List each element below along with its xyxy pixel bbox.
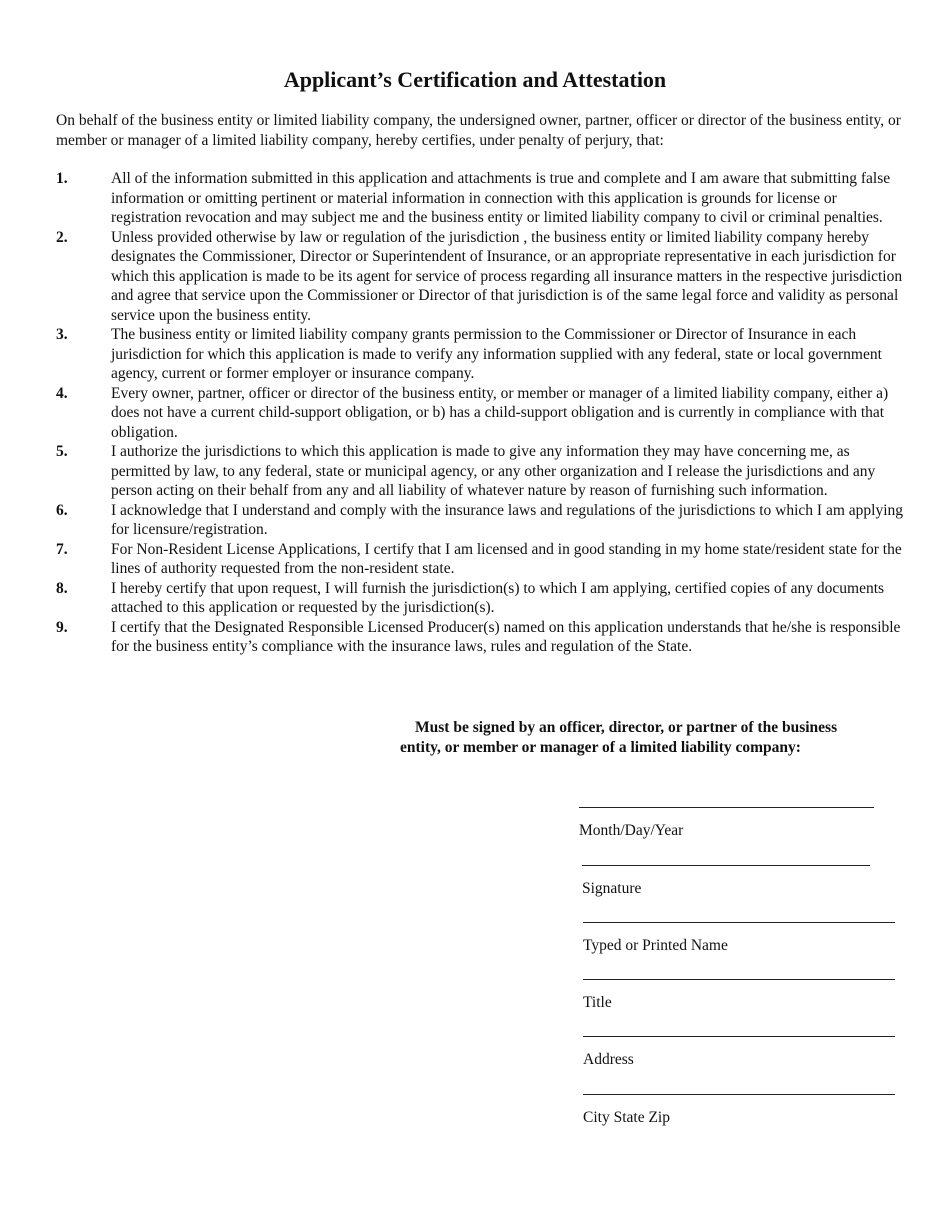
list-item (56, 169, 906, 228)
signature-instruction-line2: entity, or member or manager of a limited liability company: (400, 738, 801, 756)
address-field[interactable] (583, 1036, 895, 1070)
title-field[interactable] (583, 979, 895, 1013)
page-title: Applicant’s Certification and Attestation (283, 67, 667, 92)
signature-instruction-line1: Must be signed by an officer, director, or partner of the business (415, 719, 838, 736)
signature-field[interactable] (582, 865, 870, 899)
printed-name-label: Typed or Printed Name (583, 937, 728, 954)
item-number: 7. (56, 540, 68, 558)
date-label: Month/Day/Year (579, 822, 684, 839)
date-field[interactable] (579, 807, 874, 841)
list-item (56, 540, 906, 579)
city-state-zip-field[interactable] (583, 1094, 895, 1128)
item-text: I hereby certify that upon request, I will furnish the jurisdiction(s) to which I am applying, certified copies of any documents attached to this application or requested by the jurisdiction(s). (111, 579, 885, 616)
item-text: I authorize the jurisdictions to which this application is made to give any information they may have concerning me, as permitted by law, to any federal, state or municipal agency, or any other organization and I release the jurisdictions and any person acting on their behalf from any and all liability of whatever nature by reason of furnishing such information. (111, 443, 876, 499)
title-line[interactable] (583, 979, 895, 980)
item-text: For Non-Resident License Applications, I certify that I am licensed and in good standing in my home state/resident state for the lines of authority requested from the non-resident state. (111, 540, 902, 577)
item-number: 6. (56, 501, 68, 519)
item-number: 4. (56, 384, 68, 402)
list-item (56, 384, 906, 443)
list-item (56, 579, 906, 618)
list-item (56, 228, 906, 326)
item-number: 2. (56, 228, 68, 246)
intro-paragraph: On behalf of the business entity or limited liability company, the undersigned owner, partner, officer or director of the business entity, or member or manager of a limited liability company, hereby certifies, under penalty of perjury, that: (56, 112, 901, 149)
item-text: All of the information submitted in this application and attachments is true and complete and I am aware that submitting false information or omitting pertinent or material information in connection with this application is grounds for license or registration revocation and may subject me and the business entity or limited liability company to civil or criminal penalties. (111, 170, 891, 226)
list-item (56, 501, 906, 540)
item-text: The business entity or limited liability company grants permission to the Commissioner or Director of Insurance in each jurisdiction for which this application is made to verify any information supplied with any federal, state or local government agency, current or former employer or insurance company. (111, 326, 882, 382)
item-text: I certify that the Designated Responsible Licensed Producer(s) named on this application understands that he/she is responsible for the business entity’s compliance with the insurance laws, rules and regulation of the State. (111, 618, 901, 655)
printed-name-field[interactable] (583, 922, 895, 956)
list-item (56, 618, 906, 657)
list-item (56, 325, 906, 384)
item-number: 8. (56, 579, 68, 597)
item-number: 3. (56, 326, 68, 343)
date-line[interactable] (579, 807, 874, 808)
city-state-zip-label: City State Zip (583, 1109, 670, 1126)
address-label: Address (583, 1051, 634, 1068)
item-text: Every owner, partner, officer or director of the business entity, or member or manager of a limited liability company, either a) does not have a current child-support obligation, or b) has a child-support obligation and is currently in compliance with that obligation. (111, 384, 889, 441)
city-state-zip-line[interactable] (583, 1094, 895, 1095)
signature-instruction (400, 718, 880, 757)
signature-line[interactable] (582, 865, 870, 866)
item-text: I acknowledge that I understand and comply with the insurance laws and regulations of the jurisdictions to which I am applying for licensure/registration. (111, 501, 904, 538)
list-item (56, 442, 906, 501)
address-line[interactable] (583, 1036, 895, 1037)
printed-name-line[interactable] (583, 922, 895, 923)
certification-list (56, 169, 906, 657)
title-label: Title (583, 994, 612, 1011)
item-text: Unless provided otherwise by law or regulation of the jurisdiction , the business entity or limited liability company hereby designates the Commissioner, Director or Superintendent of Insurance, or an appropriate representative in each jurisdiction for which this application is made to be its agent for service of process regarding all insurance matters in the respective jurisdiction and agree that service upon the Commissioner or Director of that jurisdiction is of the same legal force and validity as personal service upon the business entity. (111, 228, 903, 324)
item-number: 1. (56, 170, 68, 187)
signature-label: Signature (582, 880, 642, 897)
item-number: 5. (56, 443, 68, 460)
item-number: 9. (56, 618, 68, 636)
